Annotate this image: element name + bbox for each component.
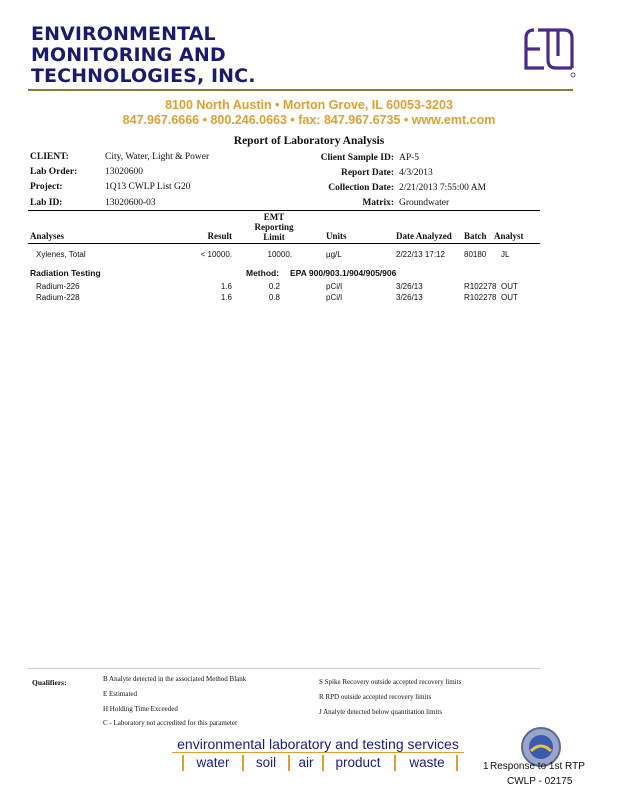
info-divider bbox=[28, 210, 540, 211]
client-sample-id-label: Client Sample ID: bbox=[320, 153, 394, 163]
collection-date-value: 2/21/2013 7:55:00 AM bbox=[399, 183, 487, 193]
emt-logo-icon bbox=[518, 24, 576, 80]
page-number: 1 bbox=[483, 761, 489, 772]
table-row-batch: 80180 bbox=[464, 250, 487, 259]
col-units: Units bbox=[326, 231, 347, 241]
table-row-limit: 10000. bbox=[267, 250, 292, 259]
service-waste: waste bbox=[394, 755, 458, 771]
response-reference: Response to 1st RTP bbox=[490, 761, 585, 772]
col-analyst: Analyst bbox=[494, 231, 524, 241]
table-row-result: < 10000. bbox=[200, 250, 232, 259]
matrix-label: Matrix: bbox=[362, 198, 394, 208]
col-reporting-limit bbox=[248, 212, 300, 242]
lab-contact: 847.967.6666 • 800.246.0663 • fax: 847.967.6735 • www.emt.com bbox=[122, 113, 496, 127]
section-method-label: Method: bbox=[246, 268, 280, 278]
table-row-analysis: Radium-226 bbox=[36, 282, 80, 291]
col-analyses: Analyses bbox=[30, 231, 65, 241]
table-row-units: pCi/l bbox=[326, 282, 343, 291]
section-method-value: EPA 900/903.1/904/905/906 bbox=[290, 268, 397, 278]
services-title: environmental laboratory and testing services bbox=[177, 736, 459, 752]
col-limit-line-3: Limit bbox=[263, 232, 285, 242]
company-line-1: ENVIRONMENTAL bbox=[31, 23, 216, 45]
table-row-date: 3/26/13 bbox=[396, 282, 423, 291]
lab-id-value: 13020600-03 bbox=[105, 198, 156, 208]
client-sample-id-value: AP-5 bbox=[399, 153, 420, 163]
report-date-value: 4/3/2013 bbox=[399, 168, 433, 178]
col-limit-line-1: EMT bbox=[263, 212, 285, 222]
lab-order-value: 13020600 bbox=[105, 167, 143, 177]
company-line-2: MONITORING AND bbox=[31, 44, 226, 66]
col-limit-line-2: Reporting bbox=[254, 222, 294, 232]
qualifier-item: H Holding Time Exceeded bbox=[103, 705, 178, 713]
project-value: 1Q13 CWLP List G20 bbox=[105, 182, 191, 192]
company-name bbox=[31, 24, 351, 87]
report-title: Report of Laboratory Analysis bbox=[233, 135, 385, 147]
qualifier-item: S Spike Recovery outside accepted recovery limits bbox=[319, 678, 462, 686]
service-soil: soil bbox=[242, 755, 286, 771]
qualifier-item: E Estimated bbox=[103, 690, 138, 698]
qualifier-item: B Analyte detected in the associated Method Blank bbox=[103, 675, 247, 683]
table-row-analyst: OUT bbox=[501, 282, 518, 291]
lab-id-label: Lab ID: bbox=[30, 198, 63, 208]
table-row-limit: 0.8 bbox=[268, 293, 280, 302]
project-label: Project: bbox=[30, 182, 63, 192]
qualifiers-divider bbox=[28, 668, 540, 669]
report-date-label: Report Date: bbox=[340, 168, 394, 178]
service-air: air bbox=[288, 755, 320, 771]
table-row-date: 3/26/13 bbox=[396, 293, 423, 302]
lab-address: 8100 North Austin • Morton Grove, IL 60053-3203 bbox=[165, 98, 453, 112]
col-batch: Batch bbox=[464, 231, 487, 241]
col-date-analyzed: Date Analyzed bbox=[396, 231, 452, 241]
services-bar bbox=[172, 752, 464, 773]
col-result: Result bbox=[207, 231, 232, 241]
table-row-analyst: JL bbox=[501, 250, 510, 259]
service-product: product bbox=[322, 755, 390, 771]
table-row-result: 1.6 bbox=[220, 282, 232, 291]
header-divider bbox=[28, 89, 573, 91]
table-row-analysis: Radium-228 bbox=[36, 293, 80, 302]
table-row-batch: R102278 bbox=[464, 293, 497, 302]
table-row-limit: 0.2 bbox=[268, 282, 280, 291]
qualifiers-label: Qualifiers: bbox=[32, 678, 67, 687]
table-row-batch: R102278 bbox=[464, 282, 497, 291]
table-row-date: 2/22/13 17:12 bbox=[396, 250, 445, 259]
client-label: CLIENT: bbox=[30, 152, 69, 162]
section-title: Radiation Testing bbox=[30, 268, 101, 278]
table-row-units: µg/L bbox=[326, 250, 342, 259]
table-row-analyst: OUT bbox=[501, 293, 518, 302]
service-water: water bbox=[182, 755, 240, 771]
table-row-analysis: Xylenes, Total bbox=[36, 250, 86, 259]
lab-order-label: Lab Order: bbox=[30, 167, 78, 177]
collection-date-label: Collection Date: bbox=[328, 183, 394, 193]
company-line-3: TECHNOLOGIES, INC. bbox=[31, 65, 256, 87]
qualifier-item: R RPD outside accepted recovery limits bbox=[319, 693, 432, 701]
qualifier-item: C - Laboratory not accredited for this parameter bbox=[103, 719, 238, 727]
table-header-divider bbox=[28, 243, 540, 244]
table-row-result: 1.6 bbox=[220, 293, 232, 302]
client-value: City, Water, Light & Power bbox=[105, 152, 210, 162]
table-row-units: pCi/l bbox=[326, 293, 343, 302]
matrix-value: Groundwater bbox=[399, 198, 450, 208]
document-id: CWLP - 02175 bbox=[507, 776, 573, 787]
qualifier-item: J Analyte detected below quantitation limits bbox=[319, 708, 443, 716]
